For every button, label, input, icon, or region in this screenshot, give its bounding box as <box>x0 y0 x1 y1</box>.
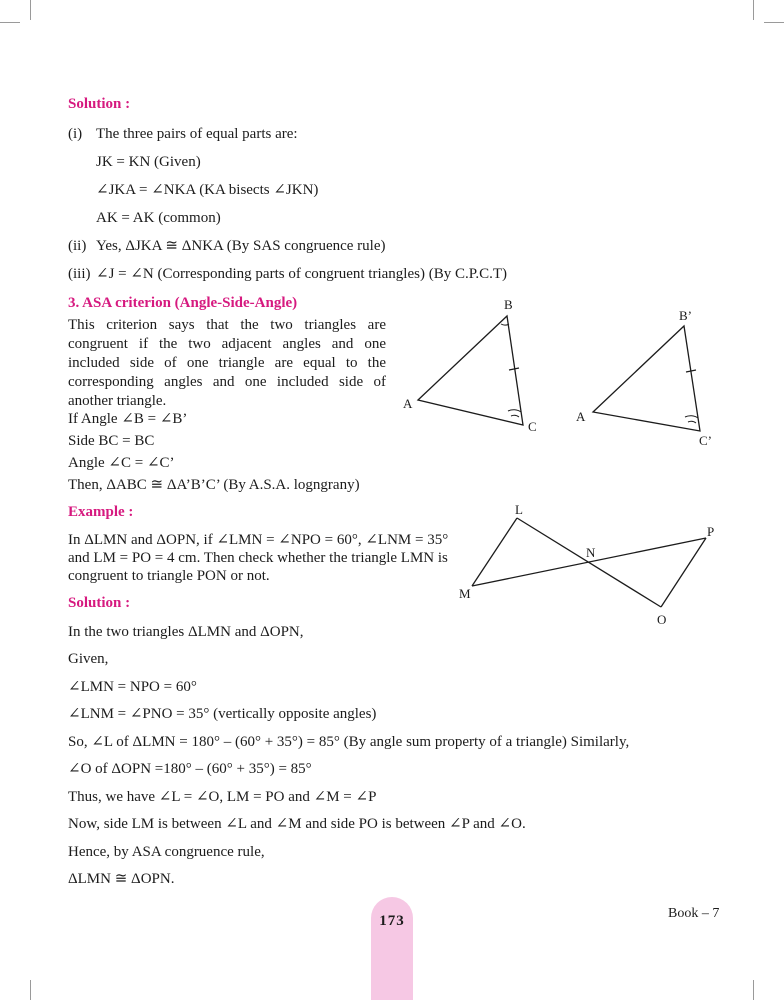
solution-line: In the two triangles ΔLMN and ΔOPN, <box>68 624 304 640</box>
book-label: Book – 7 <box>668 906 720 921</box>
solution-line: Thus, we have ∠L = ∠O, LM = PO and ∠M = ∠P <box>68 789 377 805</box>
crop-mark <box>30 0 31 20</box>
crop-mark <box>753 980 754 1000</box>
crop-mark <box>764 22 784 23</box>
vertex-label-c: C <box>528 419 537 434</box>
equation-line: JK = KN (Given) <box>96 154 201 170</box>
solution-line: Given, <box>68 651 109 667</box>
example-text: In ΔLMN and ΔOPN, if ∠LMN = ∠NPO = 60°, ∠LNM = 35° and LM = PO = 4 cm. Then check whether the triangle LMN is congruent to triangle PON or not. <box>68 532 449 584</box>
triangle-a-prime-figure <box>570 305 730 455</box>
crossing-triangles-figure <box>455 500 730 630</box>
vertex-label-l: L <box>515 502 523 517</box>
solution-line: ΔLMN ≅ ΔOPN. <box>68 871 175 887</box>
item-number: (ii) <box>68 238 87 254</box>
solution-line: ∠LMN = NPO = 60° <box>68 679 197 695</box>
item-text: The three pairs of equal parts are: <box>96 126 298 142</box>
item-text: Yes, ΔJKA ≅ ΔNKA (By SAS congruence rule) <box>96 238 386 254</box>
vertex-label-c-prime: C’ <box>699 433 712 448</box>
section-heading: 3. ASA criterion (Angle-Side-Angle) <box>68 295 298 311</box>
item-text: ∠J = ∠N (Corresponding parts of congruent triangles) (By C.P.C.T) <box>96 266 508 282</box>
statement-line: If Angle ∠B = ∠B’ <box>68 411 188 427</box>
item-number: (iii) <box>68 266 91 282</box>
equation-line: ∠JKA = ∠NKA (KA bisects ∠JKN) <box>96 182 319 198</box>
vertex-label-a: A <box>403 396 413 411</box>
vertex-label-o: O <box>657 612 667 627</box>
solution-line: Now, side LM is between ∠L and ∠M and side PO is between ∠P and ∠O. <box>68 816 526 832</box>
solution-line: So, ∠L of ΔLMN = 180° – (60° + 35°) = 85° (By angle sum property of a triangle) Similarly, <box>68 734 630 750</box>
equation-line: AK = AK (common) <box>96 210 221 226</box>
statement-line: Then, ΔABC ≅ ΔA’B’C’ (By A.S.A. logngrany) <box>68 477 360 493</box>
solution-line: ∠O of ΔOPN =180° – (60° + 35°) = 85° <box>68 761 312 777</box>
vertex-label-n: N <box>586 545 596 560</box>
statement-line: Angle ∠C = ∠C’ <box>68 455 175 471</box>
solution-heading: Solution : <box>68 96 131 112</box>
solution-line: Hence, by ASA congruence rule, <box>68 844 265 860</box>
vertex-label-b-prime: B’ <box>679 308 692 323</box>
page-number: 173 <box>379 913 405 929</box>
vertex-label-m: M <box>459 586 471 601</box>
vertex-label-p: P <box>707 524 715 539</box>
crop-mark <box>0 22 20 23</box>
solution-heading: Solution : <box>68 595 131 611</box>
crop-mark <box>30 980 31 1000</box>
vertex-label-a-prime: A <box>576 409 586 424</box>
description-paragraph: This criterion says that the two triangles are congruent if the two adjacent angles and one included side of one triangle are equal to the corresponding angles and one included side of another triangle. <box>68 317 386 409</box>
example-heading: Example : <box>68 504 134 520</box>
statement-line: Side BC = BC <box>68 433 155 449</box>
solution-line: ∠LNM = ∠PNO = 35° (vertically opposite angles) <box>68 706 377 722</box>
item-number: (i) <box>68 126 83 142</box>
crop-mark <box>753 0 754 20</box>
triangle-abc-figure <box>395 290 555 440</box>
vertex-label-b: B <box>504 297 513 312</box>
